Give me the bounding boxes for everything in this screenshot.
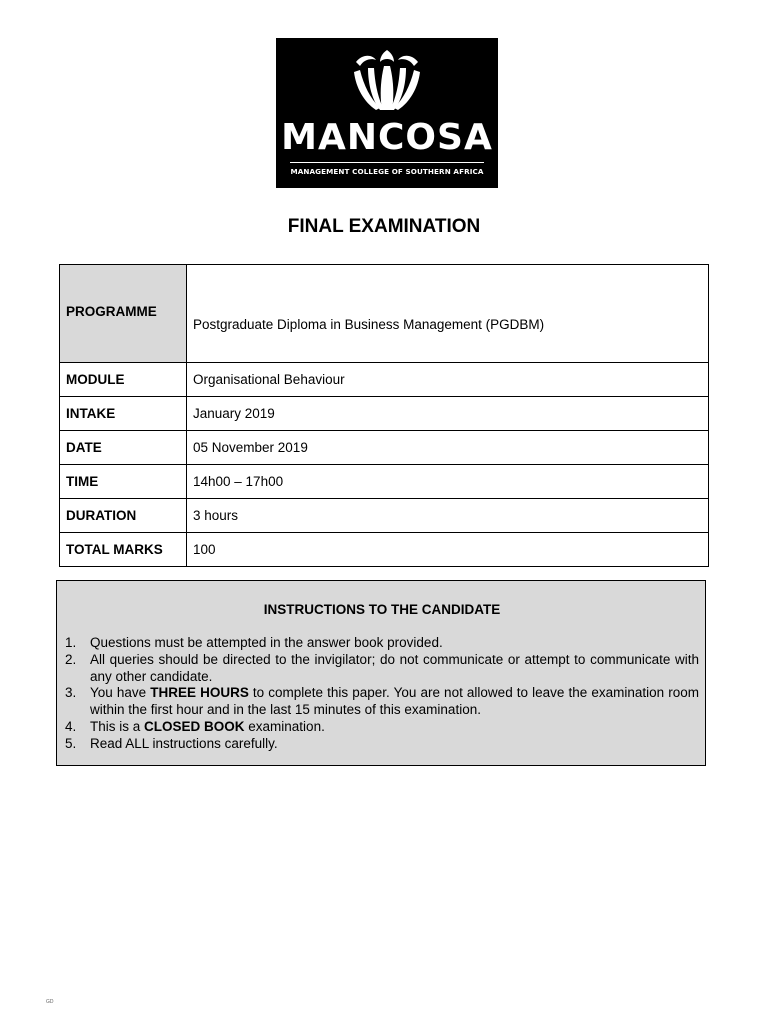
instructions-title: INSTRUCTIONS TO THE CANDIDATE [263,602,501,617]
list-item [65,635,699,652]
detail-label [60,265,187,363]
detail-label: TIME [60,465,187,499]
detail-value: Organisational Behaviour [187,363,709,397]
list-item-text: examination. [244,718,325,734]
detail-label: INTAKE [60,397,187,431]
list-item-text: Read ALL instructions carefully. [90,735,278,751]
list-item-emphasis: CLOSED BOOK [144,718,245,734]
logo-divider [290,162,484,163]
table-row [60,265,709,363]
mancosa-emblem-icon [276,38,498,188]
list-item-text: Questions must be attempted in the answer book provided. [90,635,443,650]
instructions-box [56,580,706,766]
list-item [65,719,699,736]
table-row [60,533,709,567]
table-row [60,397,709,431]
detail-label-text: PROGRAMME [66,304,157,319]
mancosa-logo [276,38,498,188]
list-item-emphasis: THREE HOURS [150,685,249,701]
logo-subtitle: MANAGEMENT COLLEGE OF SOUTHERN AFRICA [290,167,484,176]
list-item [65,652,699,686]
detail-value: 100 [187,533,709,567]
detail-value: 14h00 – 17h00 [187,465,709,499]
list-item-number: 1. [65,635,77,650]
logo-name: MANCOSA [281,117,493,158]
page-title: FINAL EXAMINATION [287,216,481,237]
detail-label: TOTAL MARKS [60,533,187,567]
list-item [65,736,699,753]
table-row [60,431,709,465]
list-item-number: 4. [65,718,77,734]
table-row [60,465,709,499]
detail-value [187,265,709,363]
table-row [60,363,709,397]
detail-value: January 2019 [187,397,709,431]
detail-value: 3 hours [187,499,709,533]
list-item-text: You have [90,685,151,701]
list-item-number: 3. [65,685,77,701]
list-item-number: 2. [65,651,77,667]
footer-mark: GD [46,999,54,1005]
list-item-text: All queries should be directed to the invigilator; do not communicate or attempt to communicate with any other candidate. [90,651,699,684]
detail-label: MODULE [60,363,187,397]
list-item-number: 5. [65,735,77,751]
detail-label: DURATION [60,499,187,533]
detail-label: DATE [60,431,187,465]
list-item-text: to complete this paper. You are not allowed to leave the examination room within the first hour and in the last 15 minutes of this examination. [90,685,699,718]
table-row [60,499,709,533]
list-item-text: This is a [90,718,145,734]
instructions-list [65,635,699,753]
detail-value-text: Postgraduate Diploma in Business Management (PGDBM) [193,317,545,332]
detail-value: 05 November 2019 [187,431,709,465]
exam-details-table [59,264,709,567]
list-item [65,685,699,719]
